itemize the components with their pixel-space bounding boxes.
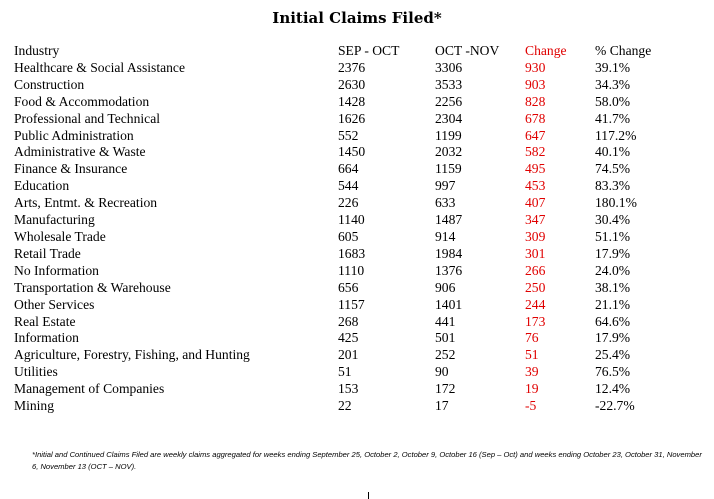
industry-cell: Real Estate — [14, 313, 76, 329]
industry-cell: Wholesale Trade — [14, 228, 106, 244]
sep-oct-cell: 1140 — [338, 212, 365, 228]
industry-cell: Retail Trade — [14, 245, 81, 261]
oct-nov-cell: 501 — [435, 330, 456, 346]
change-cell: 250 — [525, 279, 546, 295]
pct-change-cell: 64.6% — [595, 313, 631, 329]
sep-oct-cell: 201 — [338, 347, 359, 363]
table-header-row — [14, 43, 685, 60]
header-change: Change — [525, 43, 567, 58]
sep-oct-cell: 2376 — [338, 59, 366, 75]
industry-cell: Administrative & Waste — [14, 144, 146, 160]
pct-change-cell: 30.4% — [595, 212, 631, 228]
sep-oct-cell: 1157 — [338, 296, 365, 312]
pct-change-cell: 40.1% — [595, 144, 631, 160]
oct-nov-cell: 914 — [435, 228, 456, 244]
sep-oct-cell: 226 — [338, 195, 359, 211]
change-cell: 930 — [525, 59, 546, 75]
footnote: *Initial and Continued Claims Filed are weekly claims aggregated for weeks ending September 25, October 2, October 9, October 16 (Sep – Oct) and weeks ending October 23, October 31, November 6, November 13 (OCT – NOV). — [32, 450, 702, 471]
change-cell: 51 — [525, 347, 539, 363]
change-cell: 76 — [525, 330, 539, 346]
header-sep-oct: SEP - OCT — [338, 43, 400, 58]
sep-oct-cell: 51 — [338, 364, 352, 380]
table-row — [14, 347, 685, 364]
oct-nov-cell: 1984 — [435, 245, 463, 261]
pct-change-cell: 38.1% — [595, 279, 631, 295]
change-cell: 453 — [525, 178, 546, 194]
oct-nov-cell: 906 — [435, 279, 456, 295]
industry-cell: Public Administration — [14, 127, 134, 143]
pct-change-cell: 25.4% — [595, 347, 631, 363]
sep-oct-cell: 552 — [338, 127, 359, 143]
oct-nov-cell: 1159 — [435, 161, 462, 177]
table-row — [14, 381, 685, 398]
oct-nov-cell: 3533 — [435, 76, 463, 92]
industry-cell: Agriculture, Forestry, Fishing, and Hunting — [14, 347, 250, 363]
sep-oct-cell: 2630 — [338, 76, 366, 92]
sep-oct-cell: 1626 — [338, 110, 366, 126]
oct-nov-cell: 2032 — [435, 144, 463, 160]
table-row — [14, 263, 685, 280]
change-cell: 828 — [525, 93, 546, 109]
table-row — [14, 77, 685, 94]
header-oct-nov: OCT -NOV — [435, 43, 500, 58]
change-cell: 266 — [525, 262, 546, 278]
header-industry: Industry — [14, 43, 60, 58]
industry-cell: Other Services — [14, 296, 95, 312]
change-cell: 495 — [525, 161, 546, 177]
industry-cell: Education — [14, 178, 70, 194]
table-body — [14, 60, 685, 415]
sep-oct-cell: 1683 — [338, 245, 366, 261]
industry-cell: No Information — [14, 262, 99, 278]
table-row — [14, 128, 685, 145]
sep-oct-cell: 544 — [338, 178, 359, 194]
oct-nov-cell: 172 — [435, 381, 456, 397]
industry-cell: Manufacturing — [14, 212, 95, 228]
change-cell: 309 — [525, 228, 546, 244]
page-title: Initial Claims Filed* — [272, 9, 442, 27]
pct-change-cell: 17.9% — [595, 330, 631, 346]
industry-cell: Information — [14, 330, 79, 346]
sep-oct-cell: 268 — [338, 313, 359, 329]
industry-cell: Transportation & Warehouse — [14, 279, 171, 295]
pct-change-cell: 117.2% — [595, 127, 637, 143]
industry-cell: Construction — [14, 76, 85, 92]
table-row — [14, 330, 685, 347]
pct-change-cell: 74.5% — [595, 161, 631, 177]
table-row — [14, 314, 685, 331]
oct-nov-cell: 1199 — [435, 127, 462, 143]
sep-oct-cell: 605 — [338, 228, 359, 244]
table-row — [14, 144, 685, 161]
pct-change-cell: 12.4% — [595, 381, 631, 397]
oct-nov-cell: 2256 — [435, 93, 463, 109]
sep-oct-cell: 1428 — [338, 93, 366, 109]
change-cell: 582 — [525, 144, 546, 160]
oct-nov-cell: 997 — [435, 178, 456, 194]
industry-cell: Management of Companies — [14, 381, 165, 397]
change-cell: 19 — [525, 381, 539, 397]
pct-change-cell: 21.1% — [595, 296, 631, 312]
change-cell: 39 — [525, 364, 539, 380]
pct-change-cell: 83.3% — [595, 178, 631, 194]
sep-oct-cell: 1110 — [338, 262, 365, 278]
industry-cell: Arts, Entmt. & Recreation — [14, 195, 158, 211]
pct-change-cell: 34.3% — [595, 76, 631, 92]
oct-nov-cell: 2304 — [435, 110, 463, 126]
oct-nov-cell: 633 — [435, 195, 456, 211]
industry-cell: Mining — [14, 398, 55, 414]
sep-oct-cell: 425 — [338, 330, 359, 346]
table-row — [14, 94, 685, 111]
table-row — [14, 246, 685, 263]
sep-oct-cell: 664 — [338, 161, 359, 177]
change-cell: 301 — [525, 245, 546, 261]
sep-oct-cell: 153 — [338, 381, 359, 397]
table-row — [14, 195, 685, 212]
pct-change-cell: 41.7% — [595, 110, 631, 126]
oct-nov-cell: 17 — [435, 398, 449, 414]
industry-cell: Professional and Technical — [14, 110, 161, 126]
pct-change-cell: 51.1% — [595, 228, 631, 244]
change-cell: 244 — [525, 296, 546, 312]
page-mark — [368, 492, 369, 499]
header-pct-change: % Change — [595, 43, 652, 58]
change-cell: 407 — [525, 195, 546, 211]
table-row — [14, 398, 685, 415]
pct-change-cell: 39.1% — [595, 59, 631, 75]
oct-nov-cell: 1487 — [435, 212, 463, 228]
table-row — [14, 229, 685, 246]
pct-change-cell: 58.0% — [595, 93, 631, 109]
pct-change-cell: 17.9% — [595, 245, 631, 261]
oct-nov-cell: 1401 — [435, 296, 463, 312]
change-cell: 347 — [525, 212, 546, 228]
oct-nov-cell: 252 — [435, 347, 456, 363]
table-row — [14, 364, 685, 381]
oct-nov-cell: 441 — [435, 313, 456, 329]
table-row — [14, 178, 685, 195]
change-cell: 173 — [525, 313, 546, 329]
oct-nov-cell: 90 — [435, 364, 449, 380]
table-row — [14, 280, 685, 297]
change-cell: 678 — [525, 110, 546, 126]
table-row — [14, 212, 685, 229]
change-cell: 903 — [525, 76, 546, 92]
claims-table — [14, 43, 685, 415]
sep-oct-cell: 656 — [338, 279, 359, 295]
pct-change-cell: -22.7% — [595, 398, 635, 414]
pct-change-cell: 76.5% — [595, 364, 631, 380]
industry-cell: Healthcare & Social Assistance — [14, 59, 185, 75]
change-cell: -5 — [525, 398, 537, 414]
pct-change-cell: 24.0% — [595, 262, 631, 278]
industry-cell: Finance & Insurance — [14, 161, 128, 177]
oct-nov-cell: 1376 — [435, 262, 463, 278]
sep-oct-cell: 1450 — [338, 144, 366, 160]
change-cell: 647 — [525, 127, 546, 143]
industry-cell: Food & Accommodation — [14, 93, 150, 109]
sep-oct-cell: 22 — [338, 398, 352, 414]
table-row — [14, 111, 685, 128]
table-row — [14, 60, 685, 77]
table-row — [14, 161, 685, 178]
pct-change-cell: 180.1% — [595, 195, 637, 211]
oct-nov-cell: 3306 — [435, 59, 463, 75]
industry-cell: Utilities — [14, 364, 58, 380]
table-row — [14, 297, 685, 314]
